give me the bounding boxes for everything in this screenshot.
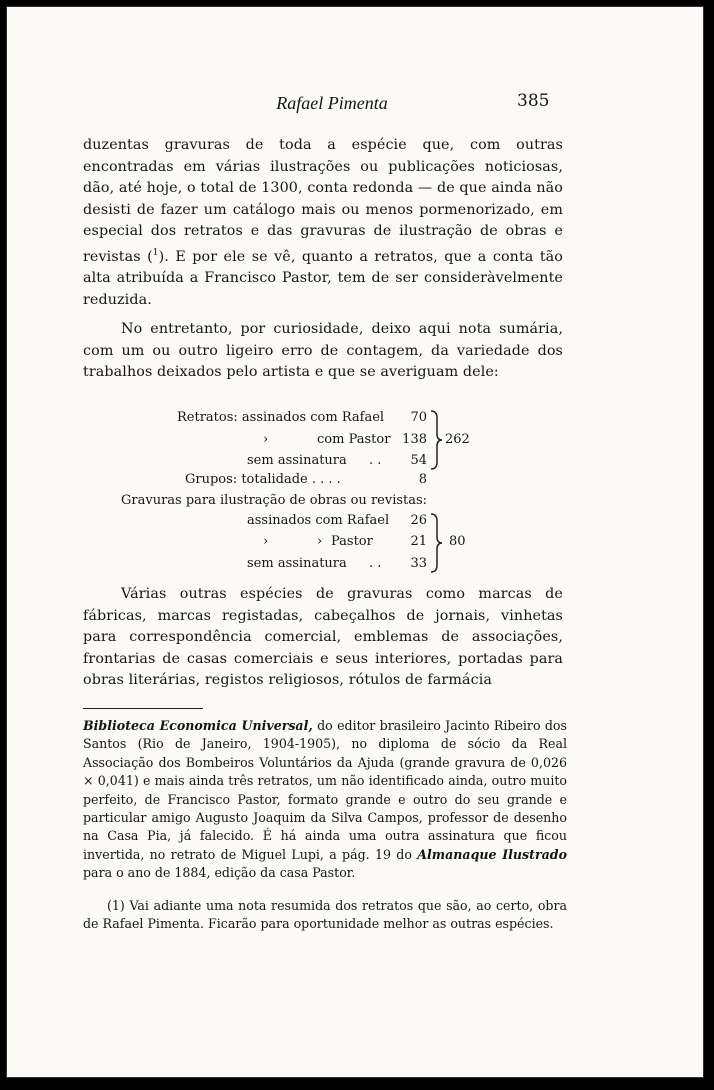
retratos-sem-value: 54 bbox=[410, 453, 427, 468]
assinados-rafael-label: assinados com Rafael bbox=[241, 410, 385, 425]
footnote-1-text-cont: para o ano de 1884, edição da casa Pastor. bbox=[83, 865, 356, 881]
sem-assinatura-label: sem assinatura bbox=[247, 453, 347, 468]
grupos-label: Grupos: bbox=[185, 472, 238, 487]
book-page bbox=[6, 6, 704, 1078]
gravuras-total: 80 bbox=[449, 534, 466, 549]
footnote-rule bbox=[83, 708, 203, 709]
com-pastor-label: com Pastor bbox=[317, 432, 391, 447]
running-title: Rafael Pimenta bbox=[276, 93, 388, 113]
footnote-reference: 1 bbox=[152, 247, 159, 258]
table-retratos-row bbox=[177, 410, 384, 426]
paragraph-1-text-cont: ). E por ele se vê, quanto a retratos, que a conta tão alta atribuída a Francisco Pastor, tem de ser consideràvelmente reduzida. bbox=[83, 248, 563, 308]
ditto-mark: › bbox=[317, 534, 323, 549]
leader-dots: . . bbox=[369, 556, 382, 571]
gravuras-pastor-value: 21 bbox=[410, 534, 427, 549]
almanac-title: Almanaque Ilustrado bbox=[417, 846, 567, 862]
footnote-1 bbox=[83, 717, 567, 883]
gravuras-sem-value: 33 bbox=[410, 556, 427, 571]
paragraph-2: No entretanto, por curiosidade, deixo aqui nota sumária, com um ou outro ligeiro erro de contagem, da variedade dos trabalhos deixados pelo artista e que se averiguam dele: bbox=[83, 321, 563, 381]
footnote-1-text: do editor brasileiro Jacinto Ribeiro dos Santos (Rio de Janeiro, 1904-1905), no diploma de sócio da Real Associação dos Bombeiros Voluntários da Ajuda (grande gravura de 0,026 × 0,041) e mais ainda três retratos, um não identificado ainda, outro muito perfeito, de Francisco Pastor, formato grande e outro do seu grande e particular amigo Augusto Joaquim da Silva Campos, professor de desenho na Casa Pia, já falecido. É há ainda uma outra assinatura que ficou invertida, no retrato de Miguel Lupi, a pág. 19 do bbox=[83, 718, 567, 862]
ditto-mark: › bbox=[263, 534, 269, 549]
retratos-total: 262 bbox=[445, 432, 470, 447]
gravuras-heading: Gravuras para ilustração de obras ou revistas: bbox=[121, 493, 428, 508]
ditto-mark: › bbox=[263, 432, 269, 447]
retratos-label: Retratos: bbox=[177, 410, 238, 425]
retratos-brace bbox=[429, 410, 443, 470]
table-grupos-row bbox=[185, 472, 341, 488]
retratos-pastor-value: 138 bbox=[402, 432, 427, 447]
sem-assinatura-label: sem assinatura bbox=[247, 556, 347, 571]
footnote-2 bbox=[83, 897, 567, 934]
pastor-label: Pastor bbox=[331, 534, 373, 549]
footnote-2-marker: (1) bbox=[107, 898, 125, 913]
gravuras-brace bbox=[429, 513, 443, 573]
paragraph-1-text: duzentas gravuras de toda a espécie que, com outras encontradas em várias ilustrações ou publicações noticiosas, dão, até hoje, o total de 1300, conta redonda — de que ainda não desisti de fazer um catálogo mais ou menos pormenorizado, em especial dos retratos e das gravuras de ilustração de obras e revistas ( bbox=[83, 137, 563, 265]
totalidade-label: totalidade bbox=[241, 472, 308, 487]
gravuras-rafael-value: 26 bbox=[410, 513, 427, 528]
book-title: Biblioteca Economica Universal, bbox=[83, 718, 313, 733]
leader-dots: . . bbox=[369, 453, 382, 468]
page-number: 385 bbox=[517, 91, 550, 111]
grupos-value: 8 bbox=[418, 472, 427, 487]
retratos-rafael-value: 70 bbox=[410, 410, 427, 425]
assinadas-rafael-label: assinados com Rafael bbox=[247, 513, 390, 528]
paragraph-3: Várias outras espécies de gravuras como marcas de fábricas, marcas registadas, cabeçalhos de jornais, vinhetas para correspondência comercial, emblemas de associações, frontarias de casas comerciais e seus interiores, portadas para obras literárias, registos religiosos, rótulos de farmácia bbox=[83, 586, 563, 689]
footnote-2-text: Vai adiante uma nota resumida dos retratos que são, ao certo, obra de Rafael Pimenta. Ficarão para oportunidade melhor as outras espécies. bbox=[83, 898, 567, 932]
leader-dots: . . . . bbox=[311, 472, 341, 487]
paragraph-1 bbox=[83, 135, 563, 312]
